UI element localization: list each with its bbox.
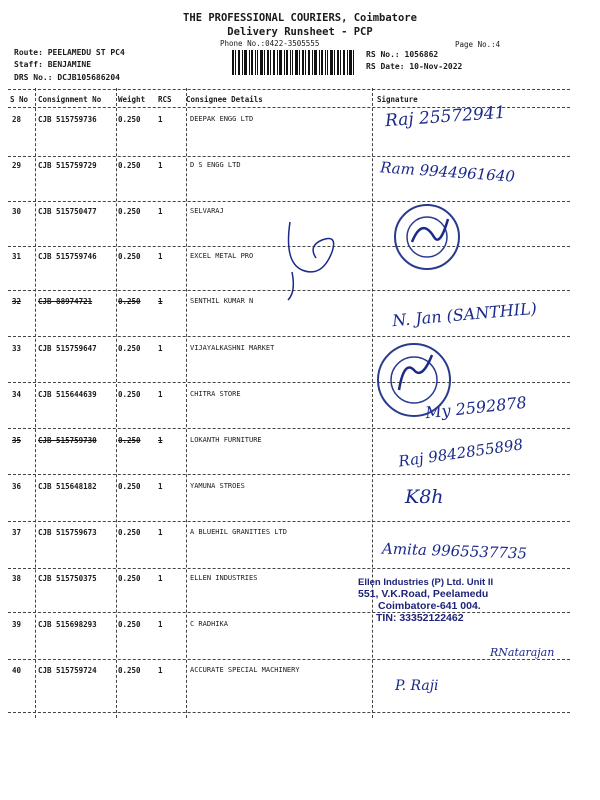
row-details: LOKANTH FURNITURE xyxy=(190,436,262,444)
row-divider xyxy=(8,659,570,660)
row-pcs: 1 xyxy=(158,390,163,399)
route: Route: PEELAMEDU ST PC4 xyxy=(14,48,125,57)
row-weight: 0.250 xyxy=(118,115,141,124)
rs-date: RS Date: 10-Nov-2022 xyxy=(366,62,463,71)
row-details: VIJAYALKASHNI MARKET xyxy=(190,344,275,352)
col-header-pcs: RCS xyxy=(158,95,172,104)
row-pcs: 1 xyxy=(158,115,163,124)
round-stamp-2 xyxy=(374,340,454,420)
row-sno: 37 xyxy=(12,528,22,537)
row-consignment: CJB 88974721 xyxy=(38,297,93,306)
row-signature: Raj 25572941 xyxy=(384,102,507,132)
row-sno: 32 xyxy=(12,297,22,306)
row-consignment: CJB 515759746 xyxy=(38,252,97,261)
row-consignment: CJB 515698293 xyxy=(38,620,97,629)
row-weight: 0.250 xyxy=(118,344,141,353)
header-top-rule xyxy=(8,89,570,90)
row-weight: 0.250 xyxy=(118,574,141,583)
col-header-sno: S No xyxy=(10,95,29,104)
row-sno: 38 xyxy=(12,574,22,583)
row-sno: 31 xyxy=(12,252,22,261)
row-consignment: CJB 515759647 xyxy=(38,344,97,353)
row-divider xyxy=(8,428,570,429)
row-sno: 35 xyxy=(12,436,22,445)
row-sno: 29 xyxy=(12,161,22,170)
row-details: ELLEN INDUSTRIES xyxy=(190,574,258,582)
round-stamp-1 xyxy=(392,202,462,272)
row-pcs: 1 xyxy=(158,528,163,537)
drs-number: DRS No.: DCJB105686204 xyxy=(14,73,120,82)
row-divider xyxy=(8,382,570,383)
row-consignment: CJB 515648182 xyxy=(38,482,97,491)
col-header-signature: Signature xyxy=(377,95,418,104)
rs-number: RS No.: 1056862 xyxy=(366,50,439,59)
row-weight: 0.250 xyxy=(118,161,141,170)
row-details: ACCURATE SPECIAL MACHINERY xyxy=(190,666,300,674)
row-consignment: CJB 515750477 xyxy=(38,207,97,216)
row-weight: 0.250 xyxy=(118,297,141,306)
row-signature: N. Jan (SANTHIL) xyxy=(391,298,538,331)
row-divider xyxy=(8,521,570,522)
row-details: EXCEL METAL PRO xyxy=(190,252,254,260)
table-row xyxy=(0,158,600,206)
row-pcs: 1 xyxy=(158,482,163,491)
row-consignment: CJB 515644639 xyxy=(38,390,97,399)
company-title: THE PROFESSIONAL COURIERS, Coimbatore xyxy=(183,12,417,24)
row-signature: Raj 9842855898 xyxy=(397,435,525,471)
row-weight: 0.250 xyxy=(118,482,141,491)
stamp-line-3: Coimbatore-641 004. xyxy=(378,600,481,612)
table-bottom-rule xyxy=(8,712,570,713)
page-number: Page No.:4 xyxy=(455,40,501,49)
row-pcs: 1 xyxy=(158,574,163,583)
row-details: A BLUEHIL GRANITIES LTD xyxy=(190,528,287,536)
row-pcs: 1 xyxy=(158,297,163,306)
row-weight: 0.250 xyxy=(118,620,141,629)
row-details: DEEPAK ENGG LTD xyxy=(190,115,254,123)
row-divider xyxy=(8,336,570,337)
stamp-line-1: Ellen Industries (P) Ltd. Unit II xyxy=(358,577,494,588)
company-stamp xyxy=(358,577,568,624)
row-sno: 30 xyxy=(12,207,22,216)
row-divider xyxy=(8,474,570,475)
row-weight: 0.250 xyxy=(118,390,141,399)
row-consignment: CJB 515750375 xyxy=(38,574,97,583)
barcode xyxy=(232,50,354,75)
row-pcs: 1 xyxy=(158,207,163,216)
row-divider xyxy=(8,156,570,157)
row-pcs: 1 xyxy=(158,161,163,170)
row-consignment: CJB 515759729 xyxy=(38,161,97,170)
row-sno: 40 xyxy=(12,666,22,675)
row-consignment: CJB 515759730 xyxy=(38,436,97,445)
row-signature: Ram 9944961640 xyxy=(379,158,516,186)
row-signature: Amita 9965537735 xyxy=(381,539,528,563)
row-details: CHITRA STORE xyxy=(190,390,241,398)
row-sno: 33 xyxy=(12,344,22,353)
row-weight: 0.250 xyxy=(118,436,141,445)
row-details: SENTHIL KUMAR N xyxy=(190,297,254,305)
row-weight: 0.250 xyxy=(118,252,141,261)
row-consignment: CJB 515759736 xyxy=(38,115,97,124)
row-divider xyxy=(8,201,570,202)
row-signature: K8h xyxy=(405,486,444,508)
col-header-consignment: Consignment No xyxy=(38,95,102,104)
table-row xyxy=(0,102,600,160)
row-pcs: 1 xyxy=(158,436,163,445)
row-sno: 39 xyxy=(12,620,22,629)
row-weight: 0.250 xyxy=(118,666,141,675)
row-pcs: 1 xyxy=(158,344,163,353)
phone-number: Phone No.:0422-3505555 xyxy=(220,39,320,48)
row-details: SELVARAJ xyxy=(190,207,224,215)
row-consignment: CJB 515759673 xyxy=(38,528,97,537)
signature-scribble xyxy=(282,212,352,302)
runsheet-subtitle: Delivery Runsheet - PCP xyxy=(227,26,373,38)
stamp-line-4: TIN: 33352122462 xyxy=(376,612,464,624)
staff: Staff: BENJAMINE xyxy=(14,60,92,69)
row-pcs: 1 xyxy=(158,252,163,261)
stamp-line-2: 551, V.K.Road, Peelamedu xyxy=(358,588,489,600)
row-details: D S ENGG LTD xyxy=(190,161,241,169)
table-row xyxy=(0,528,600,573)
table-row xyxy=(0,666,600,711)
row-weight: 0.250 xyxy=(118,528,141,537)
row-signature: My 2592878 xyxy=(424,392,528,423)
row-signature: RNatarajan xyxy=(490,646,555,659)
row-details: C RADHIKA xyxy=(190,620,228,628)
row-signature: P. Raji xyxy=(395,678,439,694)
row-sno: 34 xyxy=(12,390,22,399)
row-pcs: 1 xyxy=(158,666,163,675)
row-pcs: 1 xyxy=(158,620,163,629)
row-sno: 28 xyxy=(12,115,22,124)
row-sno: 36 xyxy=(12,482,22,491)
col-header-details: Consignee Details xyxy=(186,95,263,104)
col-header-weight: Weight xyxy=(118,95,146,104)
row-details: YAMUNA STROES xyxy=(190,482,245,490)
row-weight: 0.250 xyxy=(118,207,141,216)
row-consignment: CJB 515759724 xyxy=(38,666,97,675)
row-divider xyxy=(8,568,570,569)
